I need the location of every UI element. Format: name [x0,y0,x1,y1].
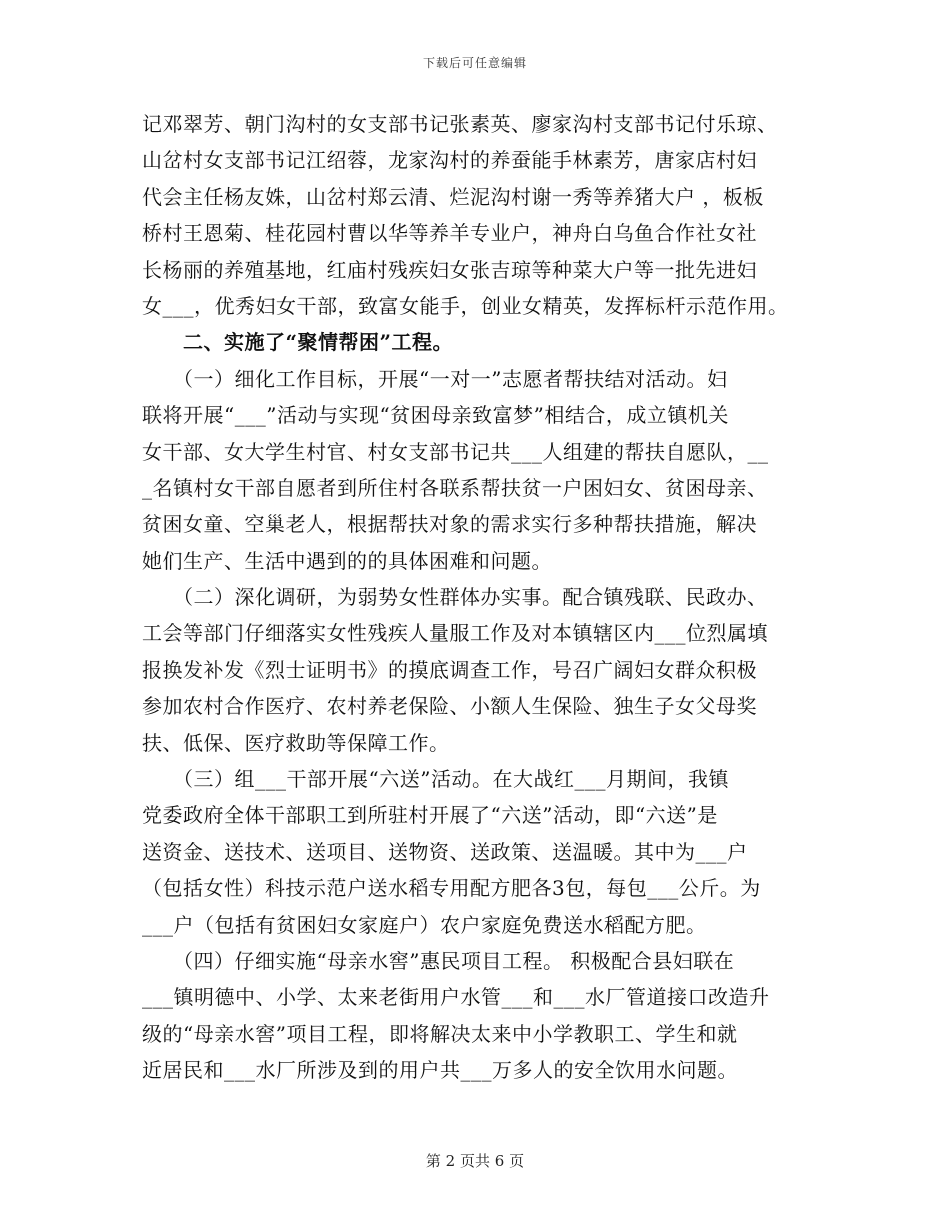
text-line: （二）深化调研，为弱势女性群体办实事。配合镇残联、民政办、 [142,585,768,610]
page-header: 下载后可任意编辑 [422,56,527,70]
page-footer: 第 2 页共 6 页 [425,1152,525,1170]
text-line: 长杨丽的养殖基地，红庙村残疾妇女张吉琼等种菜大户等一批先进妇 [142,257,757,282]
text-line: 扶、低保、医疗救助等保障工作。 [142,730,450,755]
text-line: 代会主任杨友姝，山岔村郑云清、烂泥沟村谢一秀等养猪大户 ，板板 [142,184,764,209]
text-line: 联将开展“___”活动与实现“贫困母亲致富梦”相结合，成立镇机关 [142,403,729,428]
text-line: ___镇明德中、小学、太来老街用户水管___和___水厂管道接口改造升 [142,985,770,1010]
text-line: 近居民和___水厂所涉及到的用户共___万多人的安全饮用水问题。 [142,1058,738,1083]
text-line: （包括女性）科技示范户送水稻专用配方肥各3包，每包___公斤。为 [142,876,761,901]
text-line: 女干部、女大学生村官、村女支部书记共___人组建的帮扶自愿队，__ [142,439,769,464]
text-line: 报换发补发《烈士证明书》的摸底调查工作，号召广阔妇女群众积极 [142,657,757,682]
text-line: 送资金、送技术、送项目、送物资、送政策、送温暖。其中为___户 [142,839,748,864]
text-line: （三）组___干部开展“六送”活动。在大战红___月期间，我镇 [142,767,729,792]
text-line: 贫困女童、空巢老人，根据帮扶对象的需求实行多种帮扶措施，解决 [142,512,757,537]
text-line: 参加农村合作医疗、农村养老保险、小额人生保险、独生子女父母奖 [142,694,757,719]
text-line: 党委政府全体干部职工到所驻村开展了“六送”活动，即“六送”是 [142,803,718,828]
text-line: _名镇村女干部自愿者到所住村各联系帮扶贫一户困妇女、贫困母亲、 [142,475,768,500]
text-line: 级的“母亲水窖”项目工程，即将解决太来中小学教职工、学生和就 [142,1021,738,1046]
text-line: 山岔村女支部书记江绍蓉，龙家沟村的养蚕能手林素芳，唐家店村妇 [142,148,757,173]
text-line: 桥村王恩菊、桂花园村曹以华等养羊专业户，神舟白乌鱼合作社女社 [142,221,757,246]
text-line: 女___，优秀妇女干部，致富女能手，创业女精英，发挥标杆示范作用。 [142,293,789,318]
text-line: （四）仔细实施“母亲水窖”惠民项目工程。 积极配合县妇联在 [142,948,735,973]
text-line: 她们生产、生活中遇到的的具体困难和问题。 [142,548,552,573]
section-heading: 二、实施了“聚情帮困”工程。 [142,330,454,355]
document-body [142,106,812,1089]
text-line: ___户（包括有贫困妇女家庭户）农户家庭免费送水稻配方肥。 [142,912,707,937]
text-line: （一）细化工作目标，开展“一对一”志愿者帮扶结对活动。妇 [142,366,728,391]
text-line: 工会等部门仔细落实女性残疾人量服工作及对本镇辖区内___位烈属填 [142,621,768,646]
text-line: 记邓翠芳、朝门沟村的女支部书记张素英、廖家沟村支部书记付乐琼、 [142,112,778,136]
